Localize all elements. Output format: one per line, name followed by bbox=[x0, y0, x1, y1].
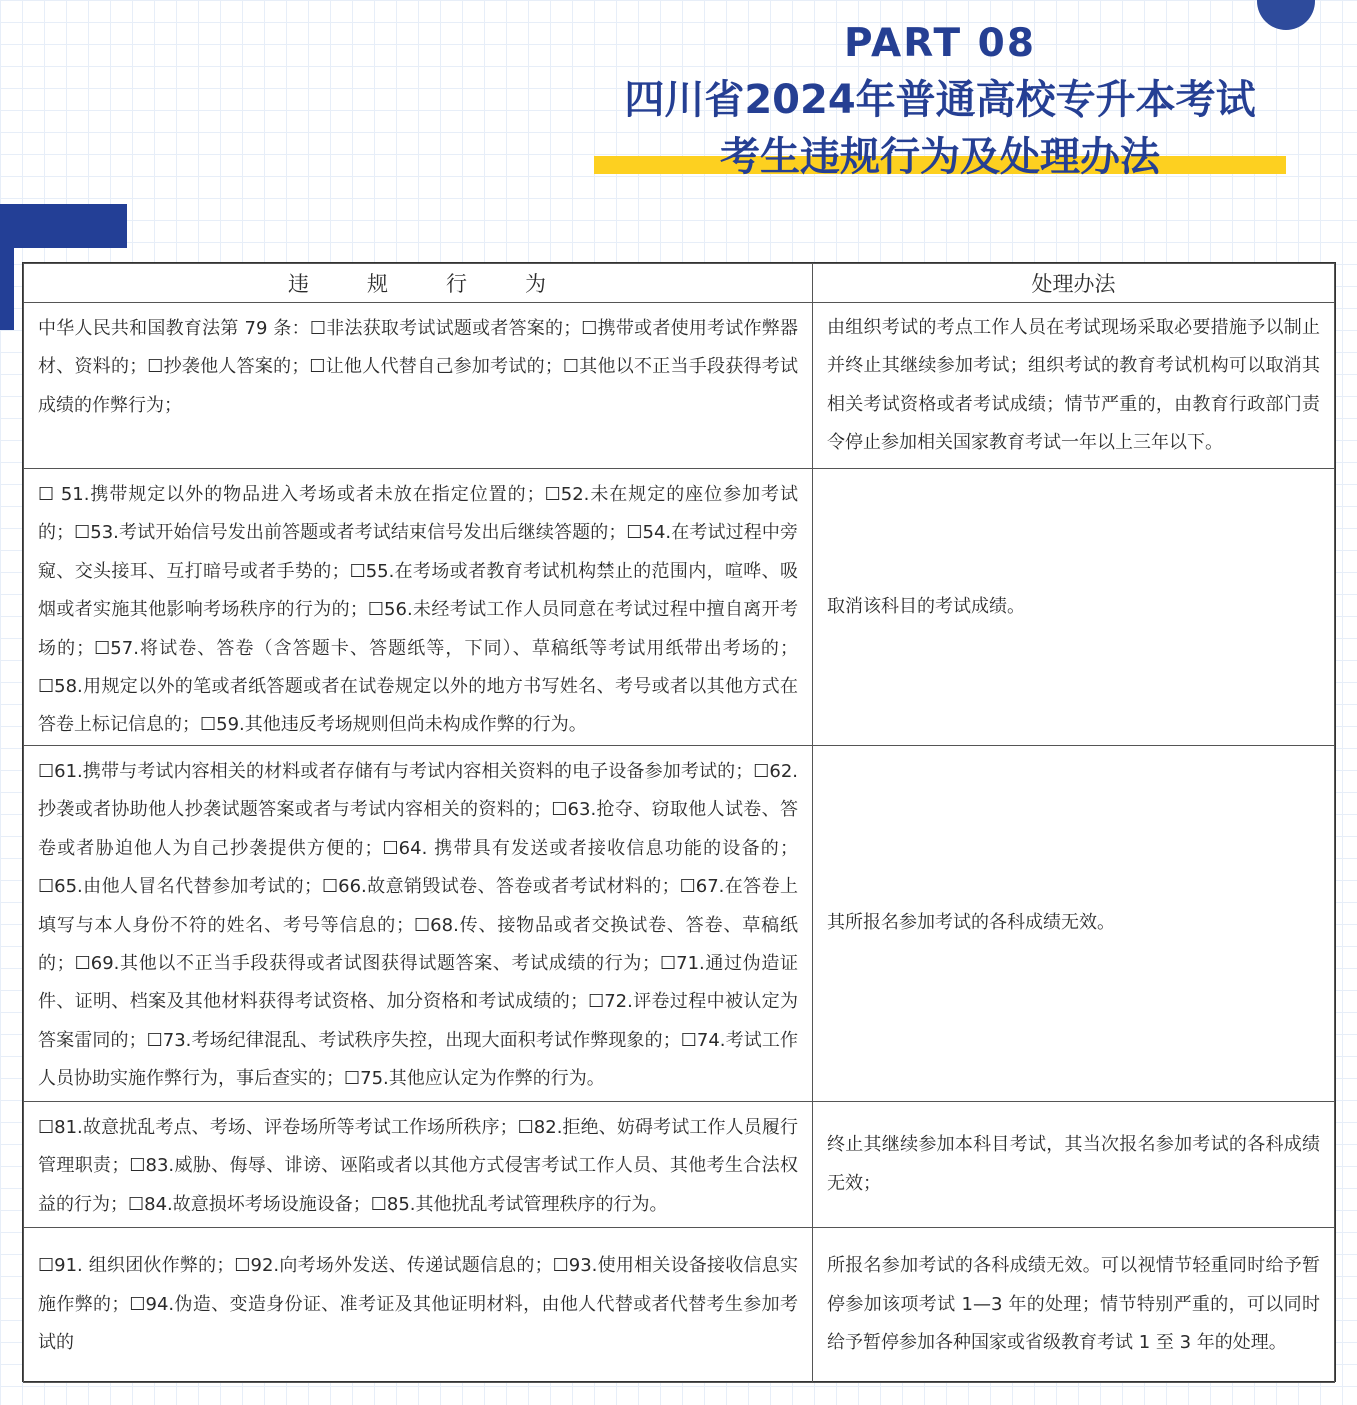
header-char: 违 bbox=[288, 272, 311, 296]
page-title: 四川省2024年普通高校专升本考试 bbox=[624, 77, 1256, 123]
decorative-corner-bar bbox=[0, 204, 127, 248]
rules-table-container bbox=[22, 262, 1336, 1382]
handling-cell: 取消该科目的考试成绩。 bbox=[813, 469, 1335, 746]
header-char: 行 bbox=[446, 272, 469, 296]
part-label: PART 08 bbox=[844, 21, 1036, 66]
rules-table bbox=[23, 263, 1335, 1383]
handling-cell: 由组织考试的考点工作人员在考试现场采取必要措施予以制止并终止其继续参加考试；组织考试的教育考试机构可以取消其相关考试资格或者考试成绩；情节严重的，由教育行政部门责令停止参加相关国家教育考试一年以上三年以下。 bbox=[813, 303, 1335, 469]
handling-cell: 其所报名参加考试的各科成绩无效。 bbox=[813, 746, 1335, 1102]
page-subtitle-wrap bbox=[560, 128, 1320, 186]
violation-cell: ☐ 51.携带规定以外的物品进入考场或者未放在指定位置的；☐52.未在规定的座位参加考试的；☐53.考试开始信号发出前答题或者考试结束信号发出后继续答题的；☐54.在考试过程中旁窥、交头接耳、互打暗号或者手势的；☐55.在考场或者教育考试机构禁止的范围内，喧哗、吸烟或者实施其他影响考场秩序的行为的；☐56.未经考试工作人员同意在考试过程中擅自离开考场的；☐57.将试卷、答卷（含答题卡、答题纸等，下同）、草稿纸等考试用纸带出考场的；☐58.用规定以外的笔或者纸答题或者在试卷规定以外的地方书写姓名、考号或者以其他方式在答卷上标记信息的；☐59.其他违反考场规则但尚未构成作弊的行为。 bbox=[24, 469, 813, 746]
violation-cell: ☐81.故意扰乱考点、考场、评卷场所等考试工作场所秩序；☐82.拒绝、妨碍考试工作人员履行管理职责；☐83.威胁、侮辱、诽谤、诬陷或者以其他方式侵害考试工作人员、其他考生合法权益的行为；☐84.故意损坏考场设施设备；☐85.其他扰乱考试管理秩序的行为。 bbox=[24, 1102, 813, 1228]
table-row bbox=[24, 469, 1335, 746]
table-row bbox=[24, 746, 1335, 1102]
column-header-violation bbox=[24, 264, 813, 303]
header-char: 为 bbox=[525, 272, 548, 296]
page-header bbox=[560, 18, 1320, 186]
violation-cell: ☐61.携带与考试内容相关的材料或者存储有与考试内容相关资料的电子设备参加考试的；☐62.抄袭或者协助他人抄袭试题答案或者与考试内容相关的资料的；☐63.抢夺、窃取他人试卷、答卷或者胁迫他人为自己抄袭提供方便的；☐64. 携带具有发送或者接收信息功能的设备的；☐65.由他人冒名代替参加考试的；☐66.故意销毁试卷、答卷或者考试材料的；☐67.在答卷上填写与本人身份不符的姓名、考号等信息的；☐68.传、接物品或者交换试卷、答卷、草稿纸的；☐69.其他以不正当手段获得或者试图获得试题答案、考试成绩的行为；☐71.通过伪造证件、证明、档案及其他材料获得考试资格、加分资格和考试成绩的；☐72.评卷过程中被认定为答案雷同的；☐73.考场纪律混乱、考试秩序失控，出现大面积考试作弊现象的；☐74.考试工作人员协助实施作弊行为，事后查实的；☐75.其他应认定为作弊的行为。 bbox=[24, 746, 813, 1102]
header-char: 规 bbox=[367, 272, 390, 296]
table-row bbox=[24, 1102, 1335, 1228]
table-row bbox=[24, 1228, 1335, 1383]
column-header-handling: 处理办法 bbox=[813, 264, 1335, 303]
table-header-row bbox=[24, 264, 1335, 303]
table-row bbox=[24, 303, 1335, 469]
handling-cell: 终止其继续参加本科目考试，其当次报名参加考试的各科成绩无效； bbox=[813, 1102, 1335, 1228]
page-subtitle: 考生违规行为及处理办法 bbox=[720, 134, 1160, 180]
handling-cell: 所报名参加考试的各科成绩无效。可以视情节轻重同时给予暂停参加该项考试 1—3 年的处理；情节特别严重的，可以同时给予暂停参加各种国家或省级教育考试 1 至 3 年的处理。 bbox=[813, 1228, 1335, 1383]
violation-cell: 中华人民共和国教育法第 79 条：☐非法获取考试试题或者答案的；☐携带或者使用考试作弊器材、资料的；☐抄袭他人答案的；☐让他人代替自己参加考试的；☐其他以不正当手段获得考试成绩的作弊行为； bbox=[24, 303, 813, 469]
violation-cell: ☐91. 组织团伙作弊的；☐92.向考场外发送、传递试题信息的；☐93.使用相关设备接收信息实施作弊的；☐94.伪造、变造身份证、准考证及其他证明材料，由他人代替或者代替考生参加考试的 bbox=[24, 1228, 813, 1383]
decorative-corner-stripe bbox=[0, 204, 14, 330]
